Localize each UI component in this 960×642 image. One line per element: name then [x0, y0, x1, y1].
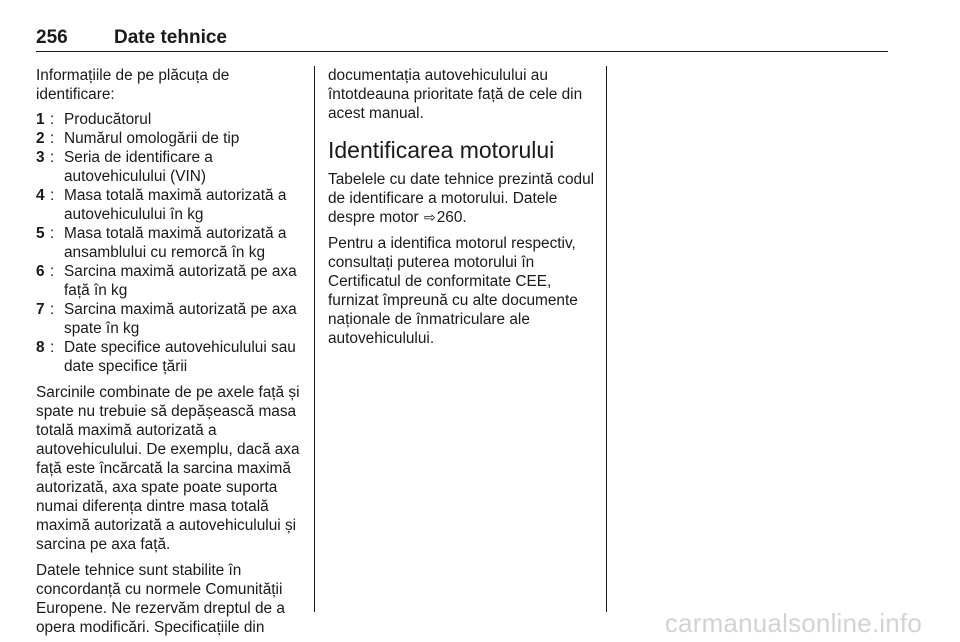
list-item-text: Masa totală maximă autorizată a ansamblului cu remorcă în kg [64, 225, 287, 261]
regulations-paragraph: Datele tehnice sunt stabilite în concordanță cu normele Comunității Europene. Ne rezervăm dreptul de a opera modificări. Specificațiile din [36, 562, 285, 636]
section-title: Date tehnice [114, 27, 227, 48]
list-item-separator: : [50, 130, 55, 147]
watermark: carmanualsonline.info [664, 608, 922, 638]
engine-data-page-link[interactable]: 260. [436, 209, 467, 226]
list-item [36, 338, 304, 376]
list-item-separator: : [50, 149, 55, 166]
intro-text: Informațiile de pe plăcuța de identificare: [36, 67, 230, 103]
list-item-text: Numărul omologării de tip [64, 130, 240, 147]
cross-reference-arrow-icon: ⇨ [423, 209, 436, 225]
list-item-text: Sarcina maximă autorizată pe axa spate în kg [64, 301, 297, 337]
list-item-text: Date specifice autovehiculului sau date specifice țării [64, 339, 296, 375]
list-item-number: 5 [36, 225, 45, 242]
list-item [36, 300, 304, 338]
list-item-number: 3 [36, 149, 45, 166]
list-item-number: 7 [36, 301, 45, 318]
list-item-separator: : [50, 111, 55, 128]
list-item [36, 148, 304, 186]
page-header [36, 27, 888, 52]
engine-identification-heading: Identificarea motorului [328, 137, 555, 163]
list-item-text: Sarcina maximă autorizată pe axa față în kg [64, 263, 297, 299]
column-divider [314, 66, 315, 612]
list-item [36, 186, 304, 224]
list-item [36, 262, 304, 300]
list-item [36, 224, 304, 262]
list-item-separator: : [50, 301, 55, 318]
list-item-separator: : [50, 339, 55, 356]
list-item-number: 8 [36, 339, 45, 356]
list-item-separator: : [50, 187, 55, 204]
list-item-separator: : [50, 263, 55, 280]
list-item-text: Producătorul [64, 111, 152, 128]
list-item-number: 4 [36, 187, 45, 204]
list-item-separator: : [50, 225, 55, 242]
list-item-number: 2 [36, 130, 45, 147]
list-item [36, 110, 304, 129]
axle-load-paragraph: Sarcinile combinate de pe axele față și spate nu trebuie să depășească masa totală maximă autorizată a autovehiculului. De exemplu, dacă axa față este încărcată la sarcina maximă autorizată, axa spate poate suporta numai diferența dintre masa totală maximă autorizată a autovehiculului și sarcina pe axa față. [36, 384, 300, 553]
list-item-number: 1 [36, 111, 45, 128]
list-item-number: 6 [36, 263, 45, 280]
list-item-text: Seria de identificare a autovehiculului (VIN) [64, 149, 213, 185]
continuation-paragraph: documentația autovehiculului au întotdeauna prioritate față de cele din acest manual. [328, 67, 583, 122]
identification-list [36, 110, 304, 376]
engine-code-paragraph [328, 170, 600, 227]
column-divider [606, 66, 607, 612]
list-item [36, 129, 304, 148]
left-column [36, 66, 304, 642]
engine-identify-paragraph: Pentru a identifica motorul respectiv, consultați puterea motorului în Certificatul de conformitate CEE, furnizat împreună cu alte documente naționale de înmatriculare ale autovehiculului. [328, 235, 578, 347]
list-item-text: Masa totală maximă autorizată a autovehiculului în kg [64, 187, 287, 223]
page-number: 256 [36, 27, 68, 48]
right-column [328, 66, 600, 355]
engine-code-text: Tabelele cu date tehnice prezintă codul de identificare a motorului. Datele despre motor [328, 171, 595, 226]
